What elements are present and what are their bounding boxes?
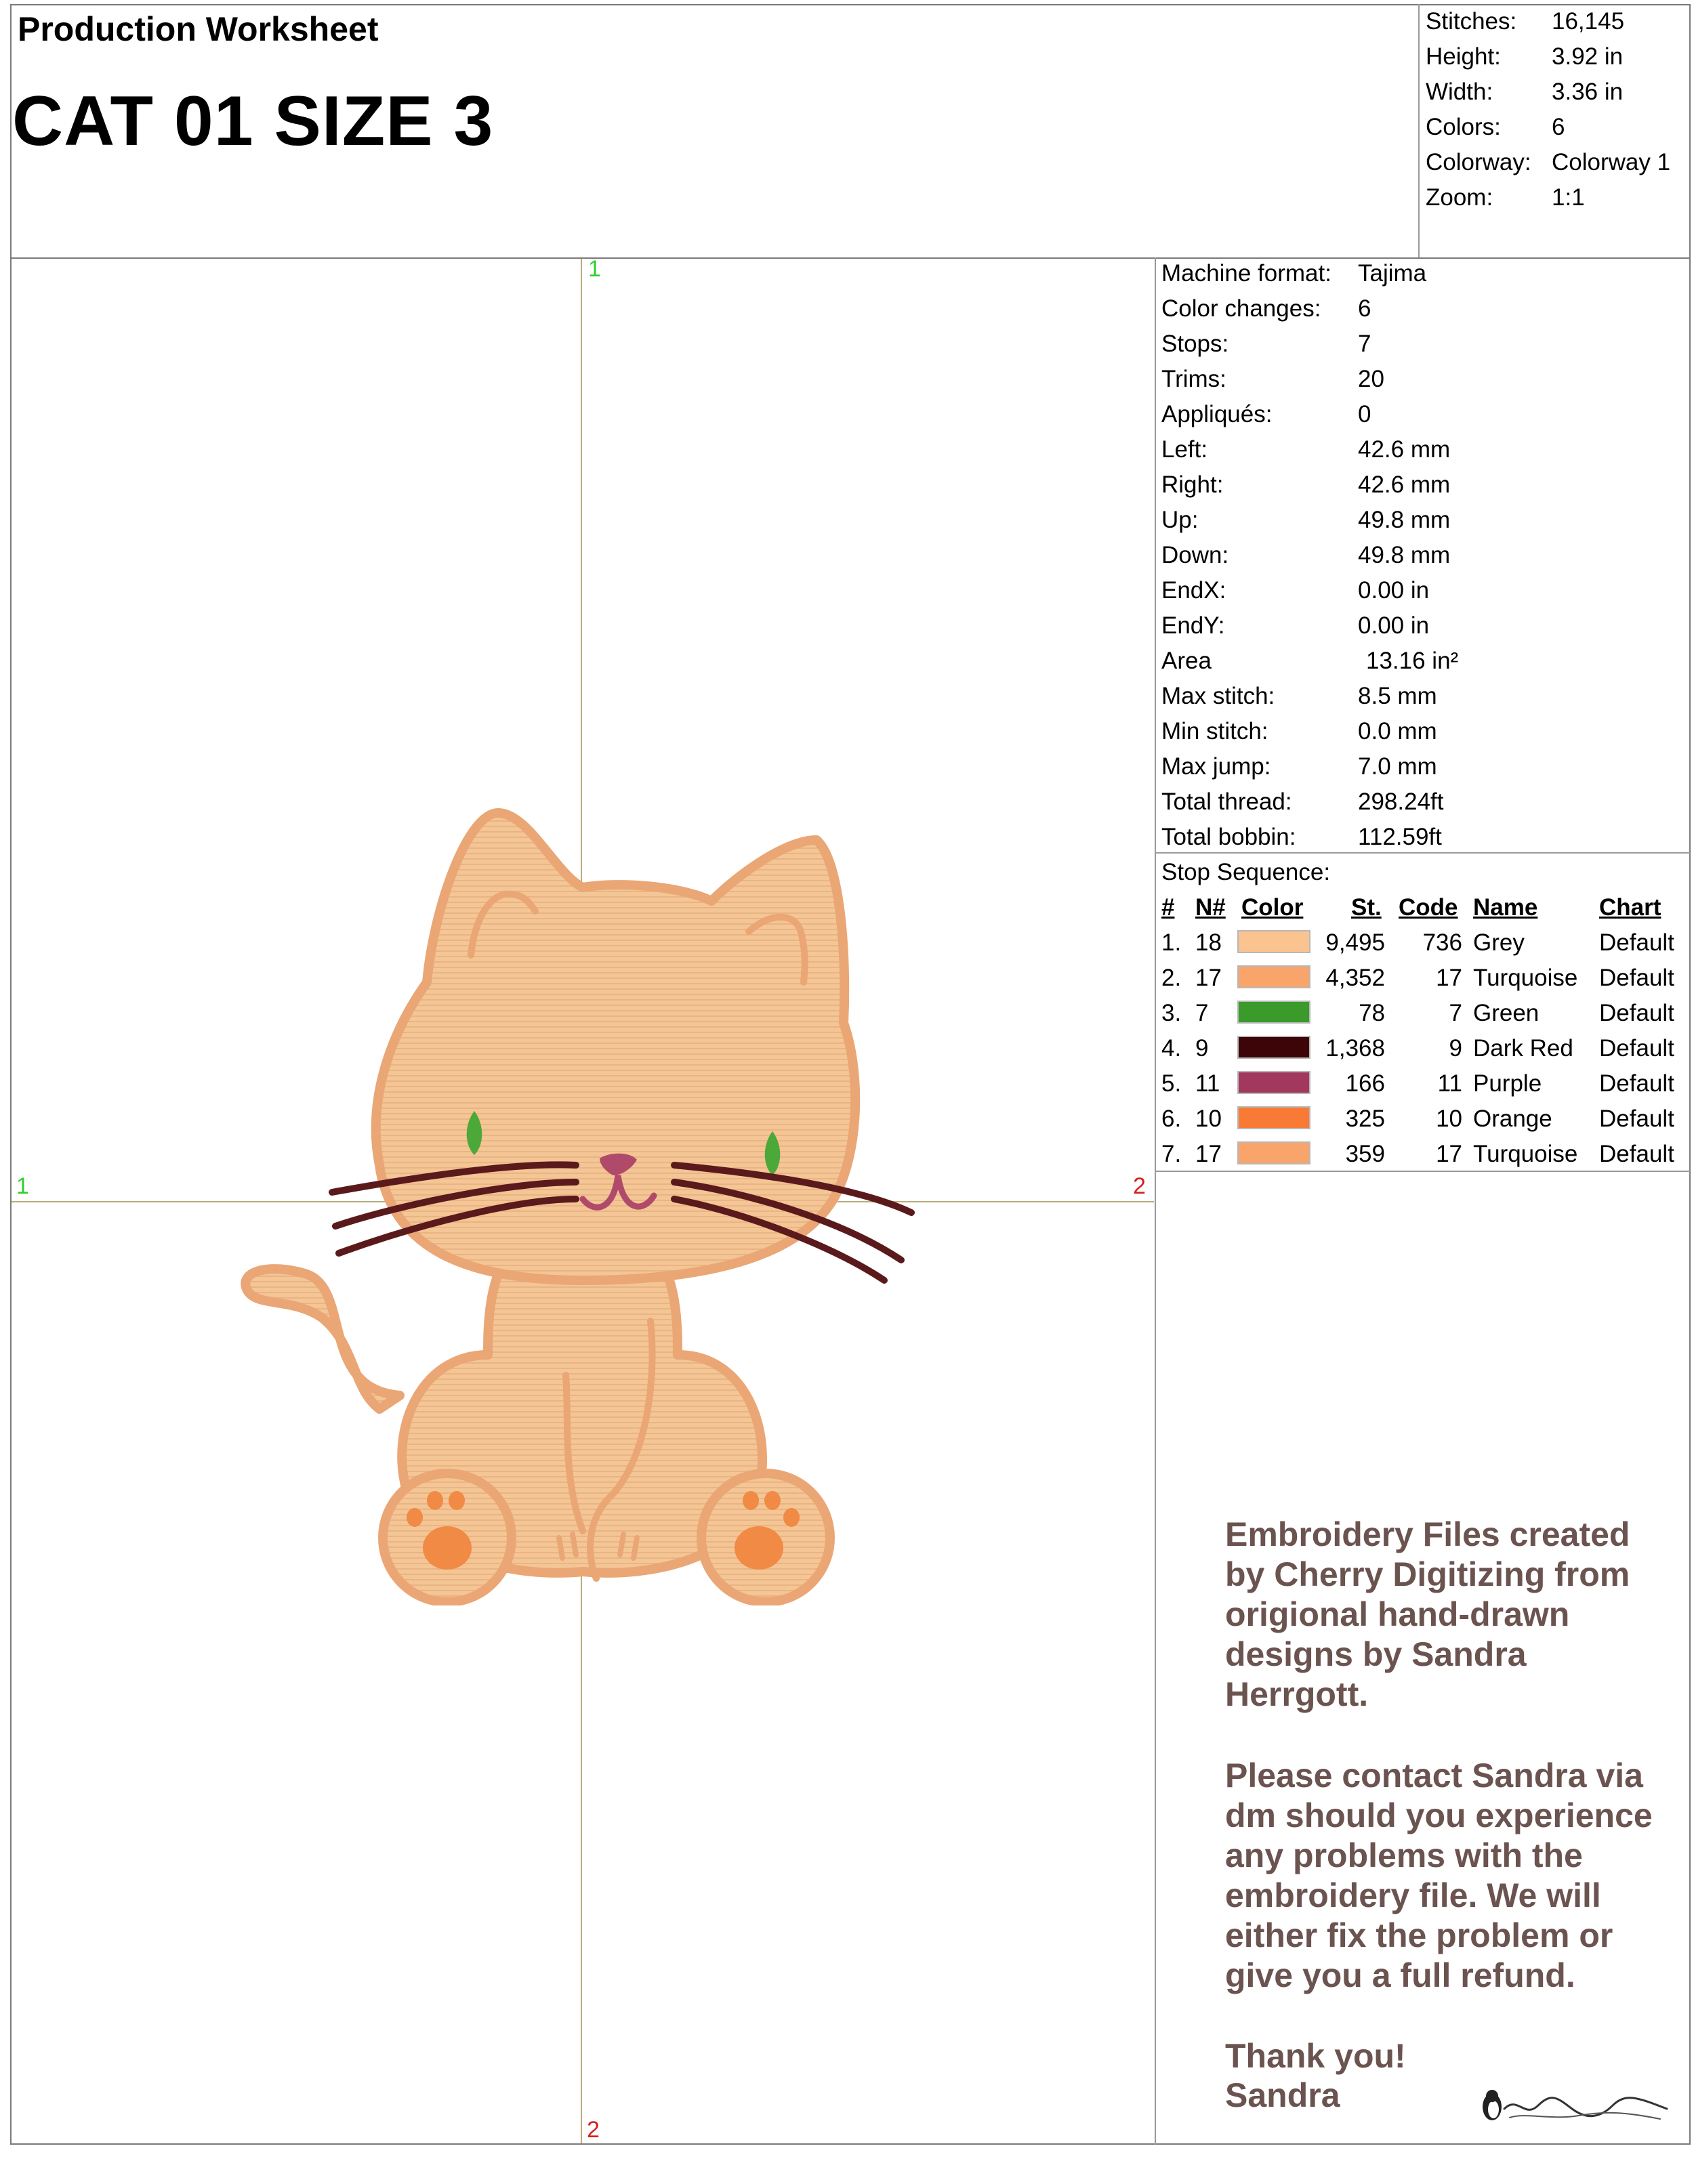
row-needle: 7 xyxy=(1195,1000,1209,1026)
row-index: 2. xyxy=(1161,965,1182,991)
row-stitches: 325 xyxy=(1345,1106,1385,1132)
row-name: Orange xyxy=(1473,1106,1552,1132)
table-divider xyxy=(1155,1171,1690,1172)
row-color-swatch xyxy=(1237,1071,1310,1094)
row-code: 736 xyxy=(1422,929,1462,956)
row-chart: Default xyxy=(1599,1035,1674,1062)
grid-label-top: 1 xyxy=(588,256,601,282)
detail-label: Machine format: xyxy=(1161,260,1331,287)
row-color-swatch xyxy=(1237,930,1310,953)
row-stitches: 359 xyxy=(1345,1141,1385,1167)
row-stitches: 9,495 xyxy=(1325,929,1385,956)
row-code: 9 xyxy=(1449,1035,1462,1062)
col-header-color: Color xyxy=(1241,894,1304,921)
signoff-text: Sandra xyxy=(1225,2076,1340,2114)
row-stitches: 4,352 xyxy=(1325,965,1385,991)
row-name: Dark Red xyxy=(1473,1035,1573,1062)
row-needle: 18 xyxy=(1195,929,1222,956)
row-color-swatch xyxy=(1237,1106,1310,1129)
row-name: Turquoise xyxy=(1473,965,1578,991)
grid-label-left: 1 xyxy=(16,1173,29,1199)
row-name: Turquoise xyxy=(1473,1141,1578,1167)
detail-label: Max jump: xyxy=(1161,753,1271,780)
detail-value: 298.24ft xyxy=(1358,789,1444,815)
row-needle: 17 xyxy=(1195,1141,1222,1167)
detail-label: Color changes: xyxy=(1161,295,1321,322)
summary-label: Height: xyxy=(1426,43,1501,70)
detail-value: 0.0 mm xyxy=(1358,718,1437,744)
row-chart: Default xyxy=(1599,1000,1674,1026)
summary-value: 6 xyxy=(1552,114,1565,140)
detail-value: Tajima xyxy=(1358,260,1427,287)
row-code: 11 xyxy=(1437,1070,1462,1097)
detail-value: 6 xyxy=(1358,295,1371,322)
row-code: 17 xyxy=(1436,965,1462,991)
row-color-swatch xyxy=(1237,1141,1310,1164)
row-index: 3. xyxy=(1161,1000,1182,1026)
row-color-swatch xyxy=(1237,1001,1310,1024)
detail-label: Total bobbin: xyxy=(1161,824,1296,850)
summary-label: Stitches: xyxy=(1426,8,1517,35)
row-chart: Default xyxy=(1599,1070,1674,1097)
detail-value: 0.00 in xyxy=(1358,577,1430,604)
row-needle: 11 xyxy=(1195,1070,1220,1097)
row-name: Purple xyxy=(1473,1070,1542,1097)
col-header-needle: N# xyxy=(1195,894,1226,921)
row-chart: Default xyxy=(1599,1106,1674,1132)
row-code: 7 xyxy=(1449,1000,1462,1026)
stop-sequence-title: Stop Sequence: xyxy=(1161,859,1331,885)
detail-label: EndX: xyxy=(1161,577,1226,604)
row-name: Grey xyxy=(1473,929,1525,956)
details-divider xyxy=(1155,852,1690,854)
penguin-icon xyxy=(1477,2078,1674,2133)
row-stitches: 78 xyxy=(1359,1000,1385,1026)
detail-label: Min stitch: xyxy=(1161,718,1268,744)
row-code: 10 xyxy=(1436,1106,1462,1132)
col-header-chart: Chart xyxy=(1599,894,1661,921)
row-color-swatch xyxy=(1237,1036,1310,1059)
thanks-text: Thank you! xyxy=(1225,2037,1406,2075)
summary-label: Width: xyxy=(1426,79,1493,105)
detail-label: Up: xyxy=(1161,507,1199,533)
detail-value: 42.6 mm xyxy=(1358,436,1451,463)
detail-value: 7 xyxy=(1358,331,1371,357)
detail-label: Left: xyxy=(1161,436,1208,463)
summary-label: Zoom: xyxy=(1426,184,1493,211)
row-name: Green xyxy=(1473,1000,1540,1026)
detail-value: 49.8 mm xyxy=(1358,542,1451,568)
detail-value: 49.8 mm xyxy=(1358,507,1451,533)
detail-value: 8.5 mm xyxy=(1358,683,1437,709)
row-chart: Default xyxy=(1599,965,1674,991)
row-needle: 9 xyxy=(1195,1035,1209,1062)
contact-note: Please contact Sandra via dm should you experience any problems with the embroidery file. We will either fix the problem or give you a full refund. xyxy=(1225,1757,1653,1994)
detail-label: EndY: xyxy=(1161,612,1225,639)
row-index: 1. xyxy=(1161,929,1182,956)
panel-divider xyxy=(1155,257,1156,2145)
summary-value: Colorway 1 xyxy=(1552,149,1671,175)
credits-note: Embroidery Files created by Cherry Digitizing from origional hand-drawn designs by Sandra Herrgott. xyxy=(1225,1515,1630,1713)
summary-label: Colors: xyxy=(1426,114,1501,140)
cat-tail xyxy=(245,1269,400,1409)
row-color-swatch xyxy=(1237,965,1310,988)
worksheet-title: Production Worksheet xyxy=(18,10,379,48)
row-index: 6. xyxy=(1161,1106,1182,1132)
row-index: 7. xyxy=(1161,1141,1182,1167)
row-stitches: 1,368 xyxy=(1325,1035,1385,1062)
detail-label: Area xyxy=(1161,648,1212,674)
col-header-index: # xyxy=(1161,894,1175,921)
col-header-code: Code xyxy=(1399,894,1458,921)
detail-label: Stops: xyxy=(1161,331,1229,357)
row-needle: 10 xyxy=(1195,1106,1222,1132)
detail-value: 13.16 in² xyxy=(1366,648,1459,674)
row-index: 5. xyxy=(1161,1070,1182,1097)
col-header-name: Name xyxy=(1473,894,1538,921)
summary-label: Colorway: xyxy=(1426,149,1531,175)
row-stitches: 166 xyxy=(1345,1070,1385,1097)
summary-value: 3.92 in xyxy=(1552,43,1624,70)
detail-label: Trims: xyxy=(1161,366,1226,392)
row-chart: Default xyxy=(1599,929,1674,956)
summary-value: 3.36 in xyxy=(1552,79,1624,105)
cat-embroidery-illustration xyxy=(230,799,935,1605)
detail-value: 20 xyxy=(1358,366,1384,392)
grid-label-right: 2 xyxy=(1133,1173,1146,1199)
detail-value: 7.0 mm xyxy=(1358,753,1437,780)
row-needle: 17 xyxy=(1195,965,1222,991)
detail-label: Total thread: xyxy=(1161,789,1292,815)
detail-label: Down: xyxy=(1161,542,1229,568)
header-divider xyxy=(1418,4,1420,259)
summary-value: 1:1 xyxy=(1552,184,1585,211)
detail-label: Max stitch: xyxy=(1161,683,1275,709)
signature-logo xyxy=(1477,2078,1674,2133)
col-header-stitches: St. xyxy=(1351,894,1382,921)
detail-value: 0.00 in xyxy=(1358,612,1430,639)
summary-value: 16,145 xyxy=(1552,8,1625,35)
design-name: CAT 01 SIZE 3 xyxy=(12,82,494,161)
row-chart: Default xyxy=(1599,1141,1674,1167)
detail-value: 112.59ft xyxy=(1358,824,1442,850)
detail-label: Appliqués: xyxy=(1161,401,1273,427)
detail-label: Right: xyxy=(1161,471,1224,498)
row-code: 17 xyxy=(1436,1141,1462,1167)
row-index: 4. xyxy=(1161,1035,1182,1062)
grid-label-bottom: 2 xyxy=(587,2117,600,2143)
detail-value: 42.6 mm xyxy=(1358,471,1451,498)
detail-value: 0 xyxy=(1358,401,1371,427)
